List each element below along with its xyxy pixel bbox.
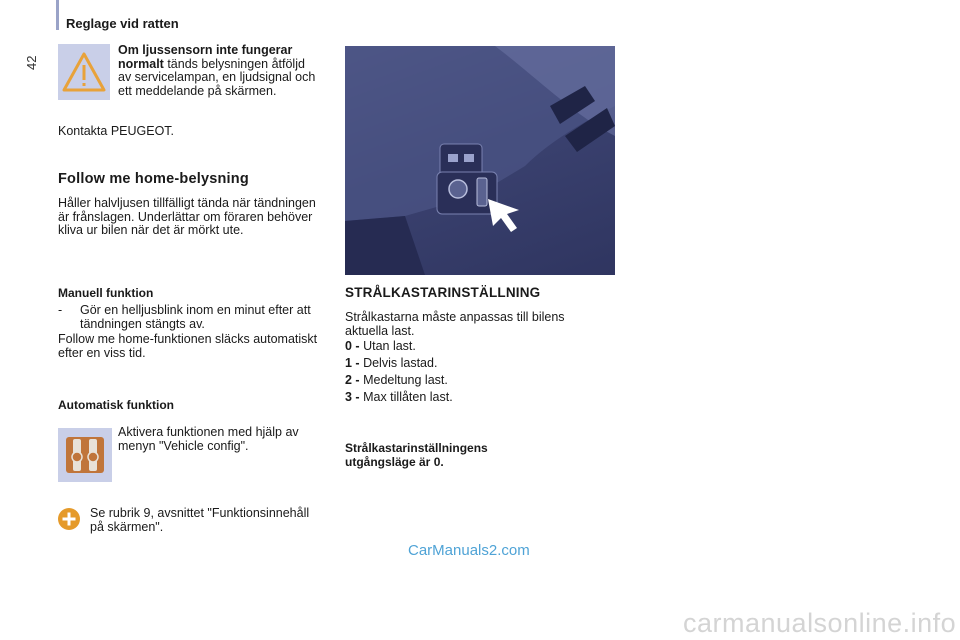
level-label: Utan last. bbox=[363, 339, 416, 353]
watermark-carmanuals2: CarManuals2.com bbox=[408, 542, 530, 559]
manual-title: Manuell funktion bbox=[58, 286, 154, 300]
headlamp-intro: Strålkastarna måste anpassas till bilens aktuella last. bbox=[345, 310, 565, 338]
follow-me-description: Håller halvljusen tillfälligt tända när tändningen är frånslagen. Underlättar om föraren behöver kliva ur bilen när det är mörkt ute. bbox=[58, 196, 316, 237]
watermark-carmanualsonline: carmanualsonline.info bbox=[683, 608, 957, 638]
warning-text bbox=[118, 44, 318, 98]
level-label: Medeltung last. bbox=[363, 373, 448, 387]
warning-rest: tänds belysningen åtföljd av servicelampan, en ljudsignal och ett meddelande på skärmen. bbox=[118, 56, 316, 98]
level-key: 1 - bbox=[345, 356, 360, 370]
section-marker-bar bbox=[56, 0, 59, 30]
dashboard-illustration bbox=[345, 46, 615, 275]
page-number: 42 bbox=[24, 55, 39, 70]
level-key: 2 - bbox=[345, 373, 360, 387]
warning-triangle-icon bbox=[58, 44, 110, 100]
level-0-row bbox=[345, 339, 416, 353]
section-title: Reglage vid ratten bbox=[66, 16, 179, 31]
follow-me-title: Follow me home-belysning bbox=[58, 171, 249, 187]
level-key: 3 - bbox=[345, 390, 360, 404]
warning-icon-box bbox=[58, 44, 110, 100]
level-label: Delvis lastad. bbox=[363, 356, 438, 370]
pointer-arrow-icon bbox=[485, 196, 525, 236]
level-label: Max tillåten last. bbox=[363, 390, 453, 404]
see-also-text: Se rubrik 9, avsnittet "Funktionsinnehåll på skärmen". bbox=[90, 506, 310, 534]
plus-icon-glyph bbox=[58, 508, 80, 530]
level-3-row bbox=[345, 390, 453, 404]
level-key: 0 - bbox=[345, 339, 360, 353]
manual-dash: - bbox=[58, 303, 63, 317]
vehicle-config-icon bbox=[58, 428, 112, 482]
dashboard-photo bbox=[345, 46, 615, 275]
contact-text: Kontakta PEUGEOT. bbox=[58, 124, 175, 138]
warning-lead: Om ljussensorn inte fungerar normalt bbox=[118, 43, 293, 71]
level-1-row bbox=[345, 356, 437, 370]
automatic-text: Aktivera funktionen med hjälp av menyn "Vehicle config". bbox=[118, 425, 299, 453]
manual-step: Gör en helljusblink inom en minut efter att tändningen stängts av. bbox=[80, 303, 311, 331]
manual-note: Follow me home-funktionen släcks automatiskt efter en viss tid. bbox=[58, 332, 318, 360]
headlamp-default-note: Strålkastarinställningens utgångsläge är 0. bbox=[345, 441, 488, 469]
vehicle-config-icon-box bbox=[58, 428, 112, 482]
headlamp-title: STRÅLKASTARINSTÄLLNING bbox=[345, 285, 541, 300]
automatic-title: Automatisk funktion bbox=[58, 398, 174, 412]
plus-icon bbox=[58, 508, 80, 530]
level-2-row bbox=[345, 373, 448, 387]
